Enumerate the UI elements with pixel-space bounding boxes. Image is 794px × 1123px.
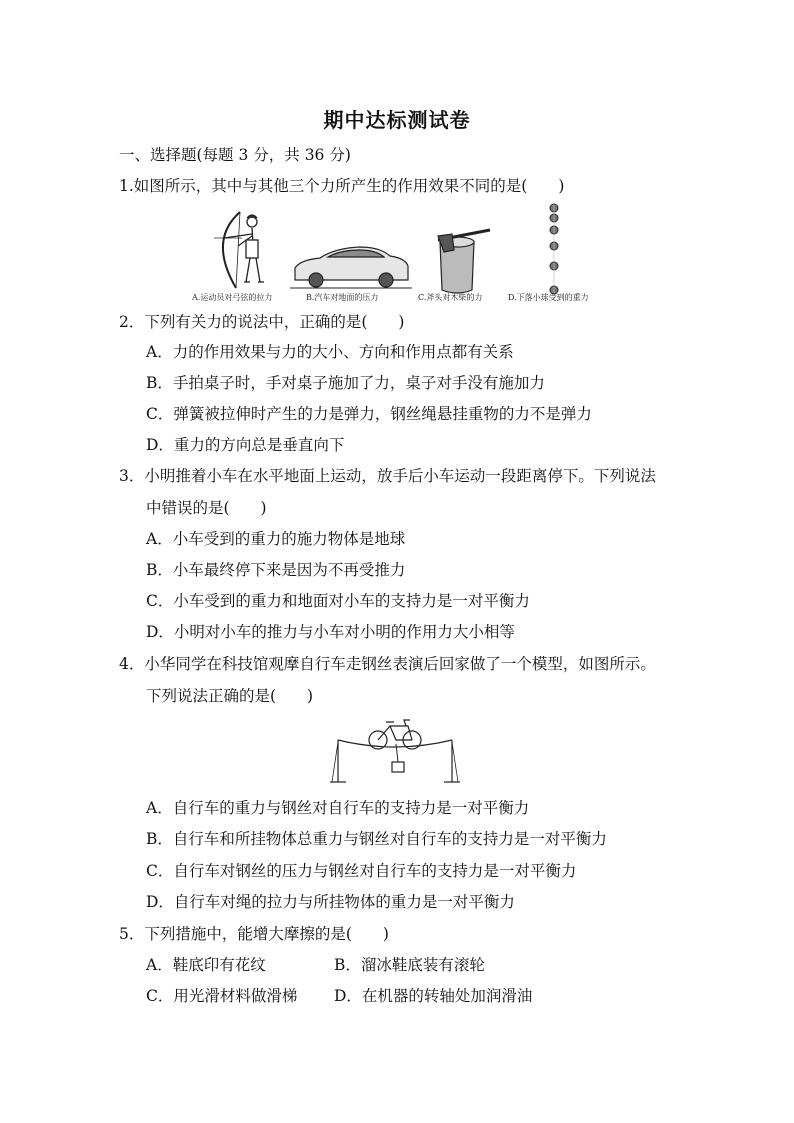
axe-illustration bbox=[438, 230, 490, 293]
q1-caption-a: A.运动员对弓弦的拉力 bbox=[192, 293, 273, 302]
q2-option-a: A．力的作用效果与力的大小、方向和作用点都有关系 bbox=[146, 343, 514, 361]
q3-option-b: B．小车最终停下来是因为不再受推力 bbox=[146, 561, 406, 579]
q2-stem: 2．下列有关力的说法中，正确的是( ) bbox=[119, 313, 405, 331]
page-title: 期中达标测试卷 bbox=[323, 108, 471, 132]
q1-stem: 1.如图所示，其中与其他三个力所产生的作用效果不同的是( ) bbox=[119, 177, 565, 195]
q4-option-a: A．自行车的重力与钢丝对自行车的支持力是一对平衡力 bbox=[146, 799, 530, 817]
q2-option-c: C．弹簧被拉伸时产生的力是弹力，钢丝绳悬挂重物的力不是弹力 bbox=[146, 405, 592, 423]
q3-option-d: D．小明对小车的推力与小车对小明的作用力大小相等 bbox=[146, 623, 515, 641]
q4-option-d: D．自行车对绳的拉力与所挂物体的重力是一对平衡力 bbox=[146, 893, 515, 911]
section-heading: 一、选择题(每题 3 分，共 36 分) bbox=[119, 146, 351, 164]
q4-stem-line1: 4．小华同学在科技馆观摩自行车走钢丝表演后回家做了一个模型，如图所示。 bbox=[119, 655, 656, 673]
q3-stem-line2: 中错误的是( ) bbox=[146, 499, 267, 517]
q4-stem-line2: 下列说法正确的是( ) bbox=[146, 687, 314, 705]
q4-option-b: B．自行车和所挂物体总重力与钢丝对自行车的支持力是一对平衡力 bbox=[146, 830, 607, 848]
archer-illustration bbox=[214, 212, 264, 288]
q5-option-b: B．溜冰鞋底装有滚轮 bbox=[334, 956, 485, 974]
q5-stem: 5．下列措施中，能增大摩擦的是( ) bbox=[119, 925, 389, 943]
q4-option-c: C．自行车对钢丝的压力与钢丝对自行车的支持力是一对平衡力 bbox=[146, 862, 577, 880]
q5-option-d: D．在机器的转轴处加润滑油 bbox=[334, 987, 533, 1005]
q3-option-a: A．小车受到的重力的施力物体是地球 bbox=[146, 530, 406, 548]
q3-stem-line1: 3．小明推着小车在水平地面上运动，放手后小车运动一段距离停下。下列说法 bbox=[119, 467, 656, 485]
q1-caption-b: B.汽车对地面的压力 bbox=[306, 293, 379, 302]
q2-option-b: B．手拍桌子时，手对桌子施加了力，桌子对手没有施加力 bbox=[146, 374, 545, 392]
q1-caption-c: C.斧头对木柴的力 bbox=[418, 293, 483, 302]
q4-figure bbox=[328, 710, 468, 790]
falling-ball-illustration bbox=[550, 202, 558, 300]
q2-option-d: D．重力的方向总是垂直向下 bbox=[146, 436, 345, 454]
q5-option-c: C．用光滑材料做滑梯 bbox=[146, 987, 298, 1005]
q5-option-a: A．鞋底印有花纹 bbox=[146, 956, 266, 974]
q3-option-c: C．小车受到的重力和地面对小车的支持力是一对平衡力 bbox=[146, 592, 530, 610]
car-illustration bbox=[290, 247, 412, 288]
q1-caption-d: D.下落小球受到的重力 bbox=[508, 293, 589, 302]
tightrope-bicycle-illustration bbox=[330, 720, 460, 782]
